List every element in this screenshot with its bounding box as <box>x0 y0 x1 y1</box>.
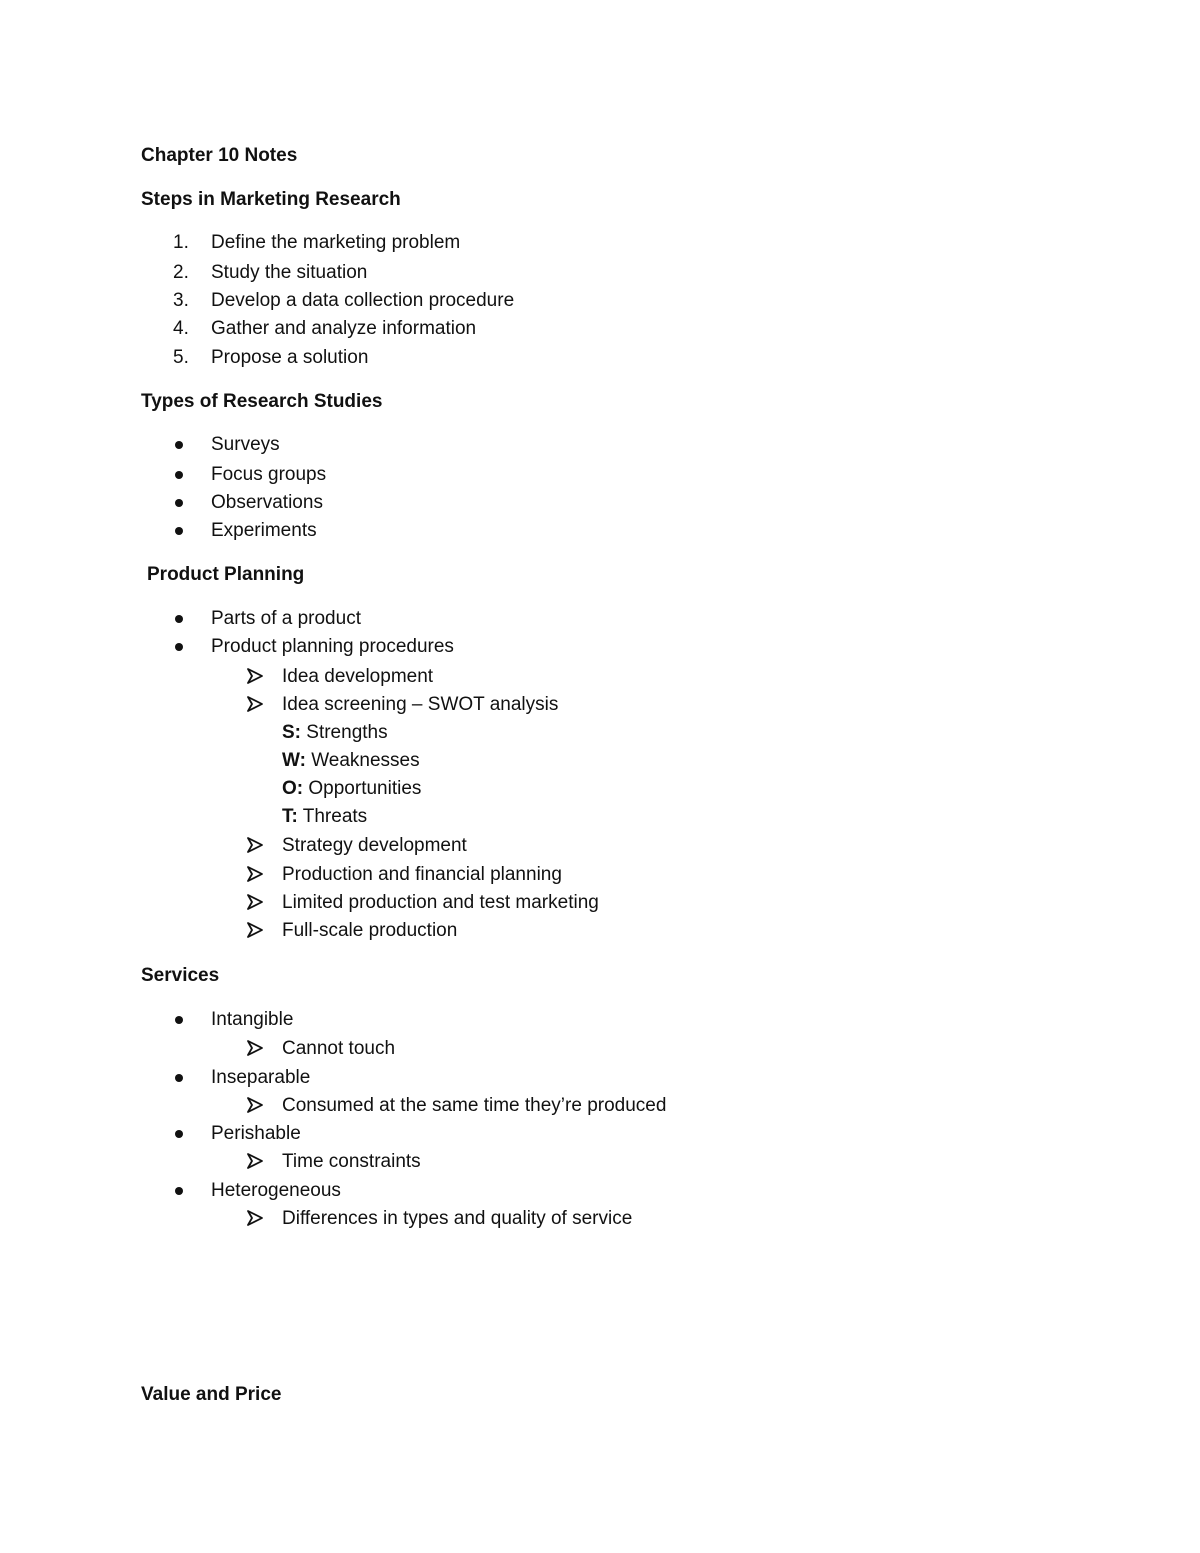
list-item: Develop a data collection procedure <box>211 290 515 311</box>
swot-item <box>282 805 367 829</box>
list-item: Perishable <box>211 1123 301 1144</box>
swot-letter: O: <box>282 778 304 799</box>
list-item: Surveys <box>211 434 280 455</box>
swot-letter: W: <box>282 750 306 771</box>
sub-list-item: Limited production and test marketing <box>282 892 599 913</box>
list-item: Focus groups <box>211 464 327 485</box>
bullet-icon <box>175 1130 183 1138</box>
sub-list-item: Idea screening – SWOT analysis <box>282 694 559 715</box>
list-item: Propose a solution <box>211 347 369 368</box>
swot-letter: T: <box>282 806 298 827</box>
step-number: 5. <box>173 347 189 368</box>
swot-item <box>282 777 421 801</box>
arrow-bullet-icon <box>247 1040 263 1056</box>
sub-list-item: Consumed at the same time they’re produced <box>282 1095 667 1116</box>
arrow-bullet-icon <box>247 696 263 712</box>
bullet-icon <box>175 1016 183 1024</box>
list-item: Inseparable <box>211 1067 311 1088</box>
arrow-bullet-icon <box>247 922 263 938</box>
swot-text: Strengths <box>301 722 388 743</box>
swot-item <box>282 749 420 773</box>
bullet-icon <box>175 1187 183 1195</box>
list-item: Product planning procedures <box>211 636 454 657</box>
arrow-bullet-icon <box>247 837 263 853</box>
list-item: Gather and analyze information <box>211 318 477 339</box>
section-heading-product: Product Planning <box>147 564 305 585</box>
arrow-bullet-icon <box>247 866 263 882</box>
bullet-icon <box>175 1074 183 1082</box>
arrow-bullet-icon <box>247 1210 263 1226</box>
sub-list-item: Production and financial planning <box>282 864 562 885</box>
section-heading-steps: Steps in Marketing Research <box>141 189 401 210</box>
sub-list-item: Idea development <box>282 666 434 687</box>
list-item: Observations <box>211 492 323 513</box>
swot-letter: S: <box>282 722 301 743</box>
section-heading-services: Services <box>141 965 220 986</box>
step-number: 4. <box>173 318 189 339</box>
arrow-bullet-icon <box>247 1097 263 1113</box>
section-heading-value: Value and Price <box>141 1384 282 1405</box>
arrow-bullet-icon <box>247 1153 263 1169</box>
section-heading-types: Types of Research Studies <box>141 391 383 412</box>
list-item: Heterogeneous <box>211 1180 341 1201</box>
swot-text: Opportunities <box>303 778 422 799</box>
step-number: 2. <box>173 262 189 283</box>
step-number: 1. <box>173 232 189 253</box>
sub-list-item: Full-scale production <box>282 920 458 941</box>
bullet-icon <box>175 471 183 479</box>
arrow-bullet-icon <box>247 668 263 684</box>
list-item: Intangible <box>211 1009 294 1030</box>
bullet-icon <box>175 615 183 623</box>
swot-text: Threats <box>297 806 368 827</box>
list-item: Parts of a product <box>211 608 361 629</box>
sub-list-item: Time constraints <box>282 1151 421 1172</box>
page-title: Chapter 10 Notes <box>141 145 298 166</box>
sub-list-item: Cannot touch <box>282 1038 396 1059</box>
step-number: 3. <box>173 290 189 311</box>
bullet-icon <box>175 441 183 449</box>
bullet-icon <box>175 499 183 507</box>
sub-list-item: Differences in types and quality of service <box>282 1208 633 1229</box>
swot-text: Weaknesses <box>305 750 420 771</box>
arrow-bullet-icon <box>247 894 263 910</box>
swot-item <box>282 721 388 745</box>
list-item: Define the marketing problem <box>211 232 461 253</box>
sub-list-item: Strategy development <box>282 835 467 856</box>
list-item: Experiments <box>211 520 317 541</box>
bullet-icon <box>175 643 183 651</box>
list-item: Study the situation <box>211 262 368 283</box>
bullet-icon <box>175 527 183 535</box>
